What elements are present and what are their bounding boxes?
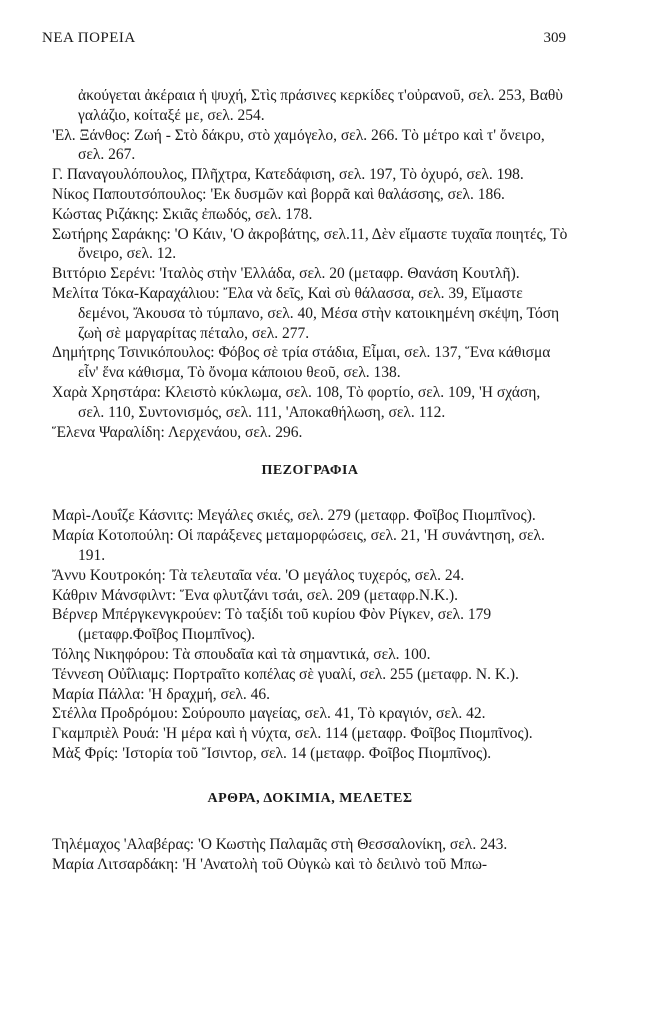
list-item: Γ. Παναγουλόπουλος, Πλῆχτρα, Κατεδάφιση, σελ. 197, Τὸ ὀχυρό, σελ. 198. [52,166,524,184]
list-item: Μαρὶ-Λουΐζε Κάσνιτς: Μεγάλες σκιές, σελ. 279 (μεταφρ. Φοῖβος Πιομπῖνος). [52,507,536,525]
list-item: Κάθριν Μάνσφιλντ: Ἕνα φλυτζάνι τσάι, σελ. 209 (μεταφρ.Ν.Κ.). [52,586,459,604]
poetry-list [52,86,568,442]
list-item: Μελίτα Τόκα-Καραχάλιου: Ἔλα νὰ δεῖς, Καὶ σὺ θάλασσα, σελ. 39, Εἴμαστε δεμένοι, Ἄκουσα τὸ τύμπανο, σελ. 40, Μέσα στὴν κατοικημένη σκέψη, Τόση ζωὴ σὲ μαργαρίτας πέταλο, σελ. 277. [52,284,560,342]
list-item: Νίκος Παπουτσόπουλος: 'Εκ δυσμῶν καὶ βορρᾶ καὶ θαλάσσης, σελ. 186. [52,185,505,203]
journal-title: ΝΕΑ ΠΟΡΕΙΑ [42,30,136,46]
list-item: Τηλέμαχος 'Αλαβέρας: 'Ο Κωστὴς Παλαμᾶς στὴ Θεσσαλονίκη, σελ. 243. [52,835,508,853]
list-item: Ἄννυ Κουτροκόη: Τὰ τελευταῖα νέα. 'Ο μεγάλος τυχερός, σελ. 24. [52,566,465,584]
list-item: Κώστας Ριζάκης: Σκιᾶς ἐπωδός, σελ. 178. [52,205,313,223]
section-heading-prose: ΠΕΖΟΓΡΑΦΙΑ [261,463,359,479]
list-item: Χαρὰ Χρηστάρα: Κλειστὸ κύκλωμα, σελ. 108, Τὸ φορτίο, σελ. 109, 'Η σχάση, σελ. 110, Συντονισμός, σελ. 111, 'Αποκαθήλωση, σελ. 112. [52,383,541,421]
list-item: Τέννεση Οὐΐλιαμς: Πορτραῖτο κοπέλας σὲ γυαλί, σελ. 255 (μεταφρ. Ν. Κ.). [52,665,519,683]
list-item: Σωτήρης Σαράκης: 'Ο Κάιν, 'Ο ἀκροβάτης, σελ.11, Δὲν εἴμαστε τυχαῖα ποιητές, Τὸ ὄνειρο, σελ. 12. [52,225,568,263]
section-heading-essays: ΑΡΘΡΑ, ΔΟΚΙΜΙΑ, ΜΕΛΕΤΕΣ [207,790,413,806]
list-item: Ἕλενα Ψαραλίδη: Λερχενάου, σελ. 296. [52,423,303,441]
list-item: ἀκούγεται ἀκέραια ἡ ψυχή, Στὶς πράσινες κερκίδες τ'οὐρανοῦ, σελ. 253, Βαθὺ γαλάζιο, κοίταξέ με, σελ. 254. [78,87,563,124]
list-item: Μὰξ Φρίς: 'Ιστορία τοῦ Ἴσιντορ, σελ. 14 (μεταφρ. Φοῖβος Πιομπῖνος). [52,744,492,762]
list-item: Γκαμπριὲλ Ρουά: 'Η μέρα καὶ ἡ νύχτα, σελ. 114 (μεταφρ. Φοῖβος Πιομπῖνος). [52,725,533,743]
list-item: Τόλης Νικηφόρου: Τὰ σπουδαῖα καὶ τὰ σημαντικά, σελ. 100. [52,645,431,663]
running-header [42,30,566,50]
essays-list [52,835,568,875]
list-item: Δημήτρης Τσινικόπουλος: Φόβος σὲ τρία στάδια, Εἶμαι, σελ. 137, Ἕνα κάθισμα εἶν' ἕνα κάθισμα, Τὸ ὄνομα κάποιου θεοῦ, σελ. 138. [52,344,551,382]
list-item: Μαρία Πάλλα: 'Η δραχμή, σελ. 46. [52,685,271,703]
list-item: Βιττόριο Σερένι: 'Ιταλὸς στὴν 'Ελλάδα, σελ. 20 (μεταφρ. Θανάση Κουτλῆ). [52,265,520,283]
list-item: Μαρία Κοτοπούλη: Οἱ παράξενες μεταμορφώσεις, σελ. 21, 'Η συνάντηση, σελ. 191. [52,527,545,564]
list-item: Βέρνερ Μπέργκενγκρούεν: Τὸ ταξίδι τοῦ κυρίου Φὸν Ρίγκεν, σελ. 179 (μεταφρ.Φοῖβος Πιομπῖνος). [52,606,492,644]
list-item: Στέλλα Προδρόμου: Σούρουπο μαγείας, σελ. 41, Τὸ κραγιόν, σελ. 42. [52,705,486,723]
list-item: Μαρία Λιτσαρδάκη: 'Η 'Ανατολὴ τοῦ Οὐγκὼ καὶ τὸ δειλινὸ τοῦ Μπω- [52,855,488,873]
page-number: 309 [543,30,566,46]
prose-list [52,506,568,763]
list-item: 'Ελ. Ξάνθος: Ζωή - Στὸ δάκρυ, στὸ χαμόγελο, σελ. 266. Τὸ μέτρο καὶ τ' ὄνειρο, σελ. 267. [52,126,545,164]
page-body [52,86,568,874]
